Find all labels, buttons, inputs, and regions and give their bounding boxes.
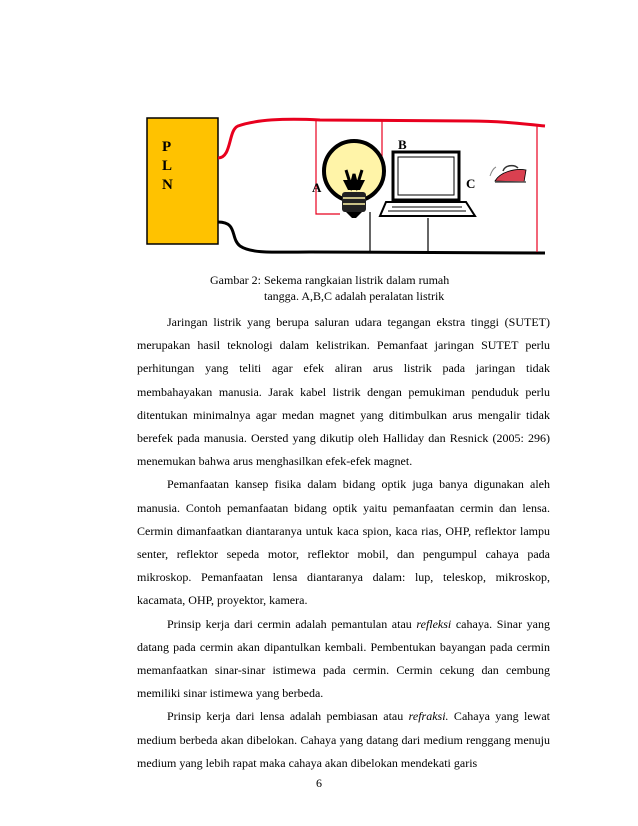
wiring-figure	[0, 0, 638, 270]
paragraph-4-text-b: Cahaya yang lewat medium berbeda akan dibelokan. Cahaya yang datang dari medium renggang menuju medium yang lebih rapat maka cahaya akan dibelokan mendekati garis	[137, 709, 551, 770]
paragraph-4-italic: refraksi.	[408, 709, 449, 724]
wiring-diagram	[0, 0, 638, 270]
branch-returns	[370, 212, 428, 253]
paragraph-1-text: Jaringan listrik yang berupa saluran udara tegangan ekstra tinggi (SUTET) merupakan hasil teknologi dalam kelistrikan. Pemanfaat jaringan SUTET perlu perhitungan yang teliti agar efek aliran arus listrik pada jaringan tidak membahayakan manusia. Jarak kabel listrik dengan pemukiman penduduk perlu ditentukan minimalnya agar medan magnet yang ditimbulkan arus mengalir tidak berefek pada manusia. Oersted yang dikutip oleh Halliday dan Resnick (2005: 296) menemukan bahwa arus menghasilkan efek-efek magnet.	[137, 315, 550, 469]
caption-line-2: tangga. A,B,C adalah peralatan listrik	[264, 289, 445, 303]
iron-icon	[490, 166, 526, 182]
label-a: A	[312, 180, 322, 195]
paragraph-4-text-a: Prinsip kerja dari lensa adalah pembiasan atau	[167, 709, 409, 724]
caption-line-1: Gambar 2: Sekema rangkaian listrik dalam rumah	[210, 273, 450, 287]
paragraph-2-text: Pemanfaatan kansep fisika dalam bidang optik juga banya digunakan aleh manusia. Contoh pemanfaatan bidang optik yaitu pemanfaatan cermin dan lensa. Cermin dimanfaatkan diantaranya untuk kaca spion, kaca rias, OHP, reflektor lampu senter, reflektor sepeda motor, reflektor mobil, dan pengumpul cahaya pada mikroskop. Pemanfaatan lensa diantaranya dalam: lup, teleskop, mikroskop, kacamata, OHP, proyektor, kamera.	[137, 477, 550, 608]
laptop-icon	[380, 152, 475, 216]
pln-letter-p: P	[162, 139, 172, 155]
paragraph-3-italic: refleksi	[416, 616, 452, 631]
paragraph-4	[137, 705, 550, 775]
pln-letter-n: N	[162, 177, 173, 193]
page-number: 6	[316, 776, 322, 790]
pln-box	[147, 118, 218, 244]
pln-letter-l: L	[162, 158, 173, 174]
paragraph-3	[137, 613, 550, 706]
lamp-icon	[324, 141, 384, 218]
paragraph-3-text-b: cahaya. Sinar yang datang pada cermin akan dipantulkan kembali. Pembentukan bayangan pada cermin memanfaatkan sinar-sinar istimewa pada cermin. Cermin cekung dan cembung memiliki sinar istimewa yang berbeda.	[137, 616, 550, 701]
label-c: C	[466, 176, 476, 191]
label-b: B	[398, 137, 407, 152]
body-text	[137, 311, 550, 775]
paragraph-2	[137, 473, 550, 612]
neutral-wire	[218, 222, 545, 253]
figure-caption	[210, 272, 449, 304]
paragraph-1	[137, 311, 550, 473]
paragraph-3-text-a: Prinsip kerja dari cermin adalah pemantulan atau	[167, 616, 417, 631]
